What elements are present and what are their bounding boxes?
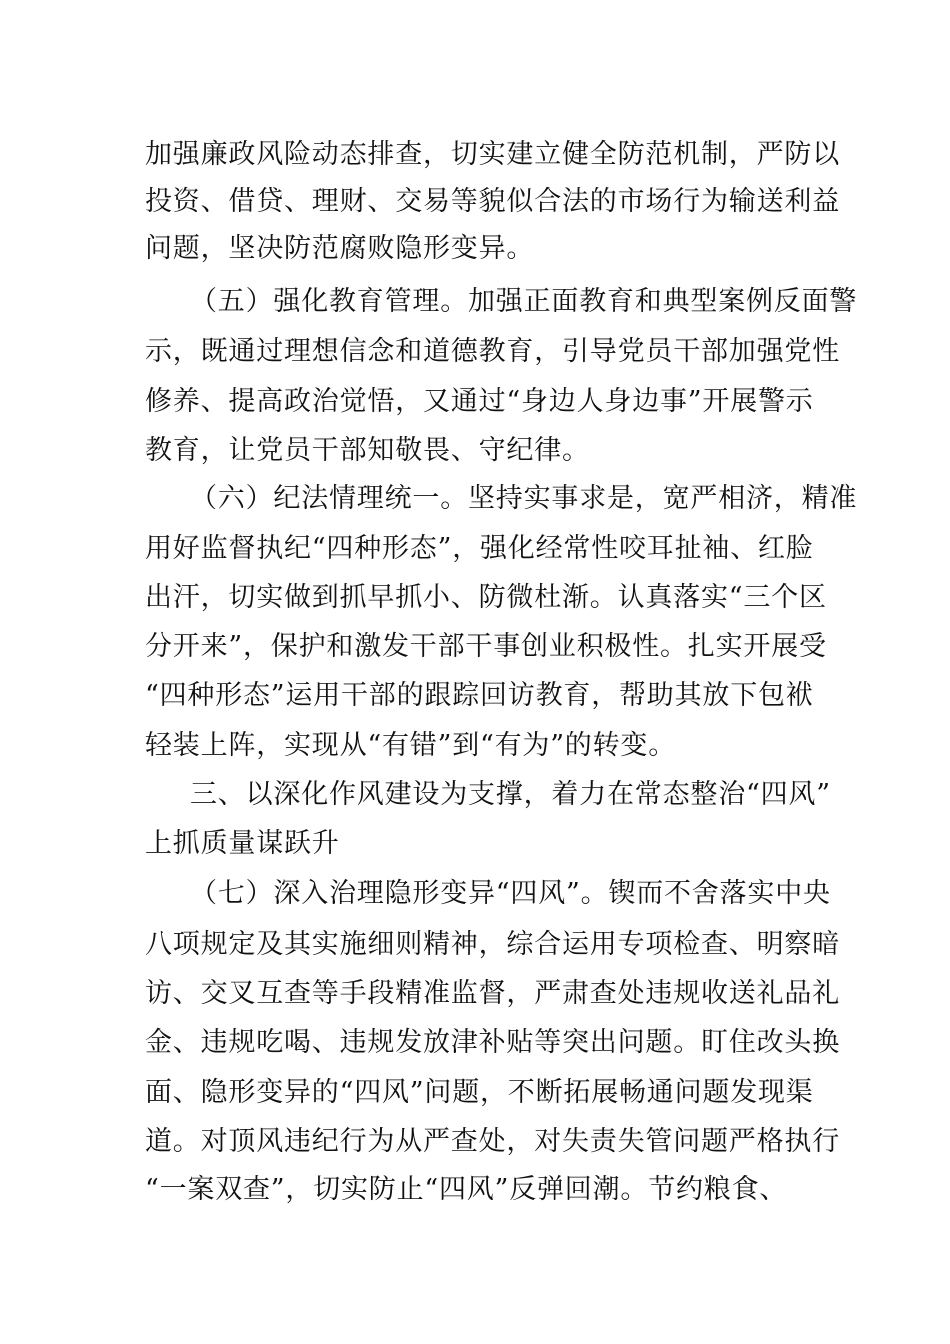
text-line: 分开来”，保护和激发干部干事创业积极性。扎实开展受	[145, 631, 827, 662]
text-line: （五）强化教育管理。加强正面教育和典型案例反面警	[190, 286, 858, 317]
text-line: 访、交叉互查等手段精准监督，严肃查处违规收送礼品礼	[145, 978, 840, 1009]
text-line: 道。对顶风违纪行为从严查处，对失责失管问题严格执行	[145, 1126, 840, 1157]
section-heading: 上抓质量谋跃升	[145, 828, 340, 859]
text-line: 投资、借贷、理财、交易等貌似合法的市场行为输送利益	[145, 186, 840, 217]
text-line: “一案双查”，切实防止“四风”反弹回潮。节约粮食、	[145, 1174, 788, 1205]
text-line: 金、违规吃喝、违规发放津补贴等突出问题。盯住改头换	[145, 1027, 840, 1058]
text-line: 轻装上阵，实现从“有错”到“有为”的转变。	[145, 730, 677, 761]
section-heading: 三、以深化作风建设为支撑，着力在常态整治“四风”	[190, 779, 831, 810]
text-line: （六）纪法情理统一。坚持实事求是，宽严相济，精准	[190, 483, 858, 514]
text-line: （七）深入治理隐形变异“四风”。锲而不舍落实中央	[190, 878, 831, 909]
text-line: 修养、提高政治觉悟，又通过“身边人身边事”开展警示	[145, 386, 814, 417]
text-line: 教育，让党员干部知敬畏、守纪律。	[145, 435, 590, 466]
text-line: 面、隐形变异的“四风”问题，不断拓展畅通问题发现渠	[145, 1077, 814, 1108]
text-line: 示，既通过理想信念和道德教育，引导党员干部加强党性	[145, 336, 840, 367]
text-line: 八项规定及其实施细则精神，综合运用专项检查、明察暗	[145, 929, 840, 960]
text-line: 出汗，切实做到抓早抓小、防微杜渐。认真落实“三个区	[145, 582, 827, 613]
text-line: 问题，坚决防范腐败隐形变异。	[145, 233, 535, 264]
text-line: “四种形态”运用干部的跟踪回访教育，帮助其放下包袱	[145, 680, 814, 711]
text-line: 加强廉政风险动态排查，切实建立健全防范机制，严防以	[145, 139, 840, 170]
text-line: 用好监督执纪“四种形态”，强化经常性咬耳扯袖、红脸	[145, 533, 814, 564]
